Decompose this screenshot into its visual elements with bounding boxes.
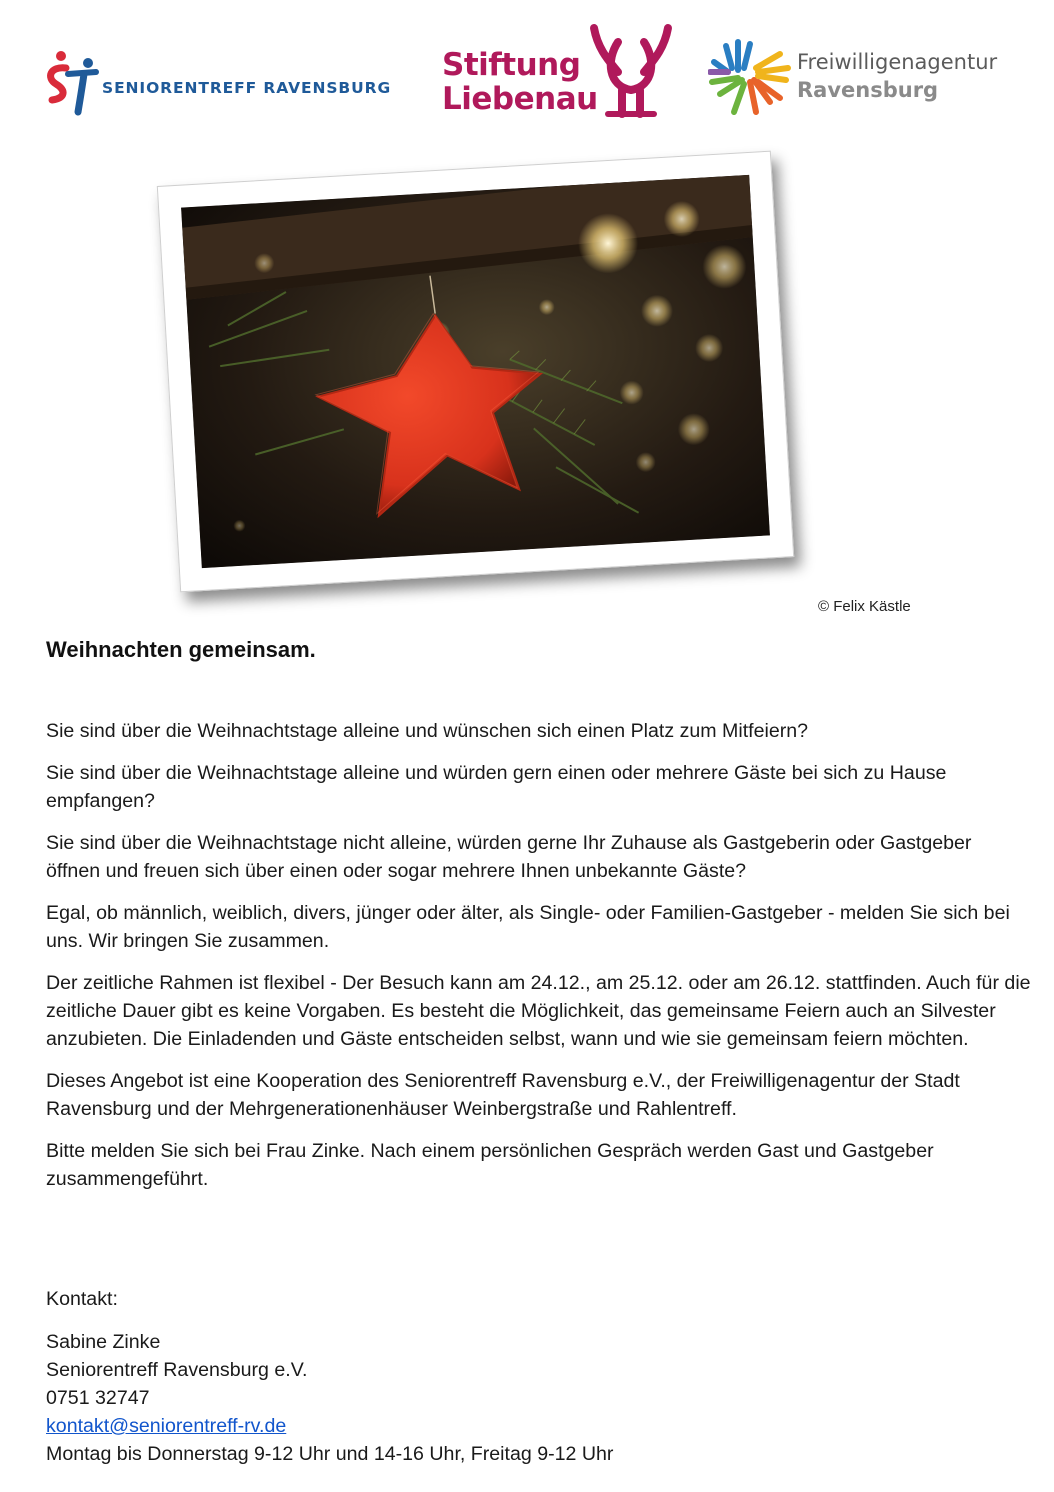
- freiwilligenagentur-logo-line1: Freiwilligenagentur: [797, 50, 998, 74]
- paragraph-4: Egal, ob männlich, weiblich, divers, jünger oder älter, als Single- oder Familien-Gastgeber - melden Sie sich bei uns. Wir bringen Sie zusammen.: [46, 902, 1010, 952]
- contact-phone: 0751 32747: [46, 1387, 150, 1409]
- freiwilligenagentur-logo: [708, 32, 1028, 122]
- colored-hands-icon: [708, 32, 792, 118]
- contact-email-line: [46, 1412, 1031, 1440]
- stiftung-logo-line1: Stiftung: [442, 47, 581, 83]
- page-title: Weihnachten gemeinsam.: [46, 637, 316, 662]
- freiwilligenagentur-logo-line2: Ravensburg: [797, 78, 939, 102]
- stiftung-liebenau-logo-text: [442, 48, 598, 116]
- paragraph-5: Der zeitliche Rahmen ist flexibel - Der Besuch kann am 24.12., am 25.12. oder am 26.12. stattfinden. Auch für die zeitliche Dauer gibt es keine Vorgaben. Es besteht die Möglichkeit, das gemeinsame Feiern auch an Silvester anzubieten. Die Einladenden und Gäste entscheiden selbst, wann und wie sie gemeinsam feiern möchten.: [46, 972, 1031, 1050]
- paragraph-1: Sie sind über die Weihnachtstage alleine und wünschen sich einen Platz zum Mitfeiern?: [46, 720, 809, 742]
- seniorentreff-figure-icon: [44, 48, 100, 118]
- contact-label: Kontakt:: [46, 1288, 118, 1310]
- body-text: [46, 717, 1031, 1207]
- contact-block: [46, 1285, 1031, 1468]
- paragraph-3: Sie sind über die Weihnachtstage nicht alleine, würden gerne Ihr Zuhause als Gastgeberin oder Gastgeber öffnen und freuen sich über einen oder sogar mehrere Ihnen unbekannte Gäste?: [46, 832, 972, 882]
- seniorentreff-logo-text: SENIORENTREFF RAVENSBURG: [102, 79, 392, 97]
- stiftung-liebenau-logo: [440, 20, 680, 120]
- paragraph-2: Sie sind über die Weihnachtstage alleine und würden gern einen oder mehrere Gäste bei sich zu Hause empfangen?: [46, 762, 947, 812]
- paragraph-6: Dieses Angebot ist eine Kooperation des Seniorentreff Ravensburg e.V., der Freiwilligenagentur der Stadt Ravensburg und der Mehrgenerationenhäuser Weinbergstraße und Rahlentreff.: [46, 1070, 960, 1120]
- paragraph-7: Bitte melden Sie sich bei Frau Zinke. Nach einem persönlichen Gespräch werden Gast und Gastgeber zusammengeführt.: [46, 1140, 934, 1190]
- photo-credit: © Felix Kästle: [818, 598, 911, 615]
- red-star-ornament-image: [181, 175, 770, 568]
- tulip-figure-icon: [588, 20, 674, 118]
- contact-name: Sabine Zinke: [46, 1331, 161, 1353]
- contact-organization: Seniorentreff Ravensburg e.V.: [46, 1359, 308, 1381]
- stiftung-logo-line2: Liebenau: [442, 81, 598, 117]
- contact-hours: Montag bis Donnerstag 9-12 Uhr und 14-16 Uhr, Freitag 9-12 Uhr: [46, 1443, 614, 1465]
- contact-email-link[interactable]: kontakt@seniorentreff-rv.de: [46, 1415, 287, 1437]
- christmas-star-photo: [181, 175, 770, 568]
- photo-frame: [157, 151, 794, 593]
- seniorentreff-logo: [44, 48, 394, 118]
